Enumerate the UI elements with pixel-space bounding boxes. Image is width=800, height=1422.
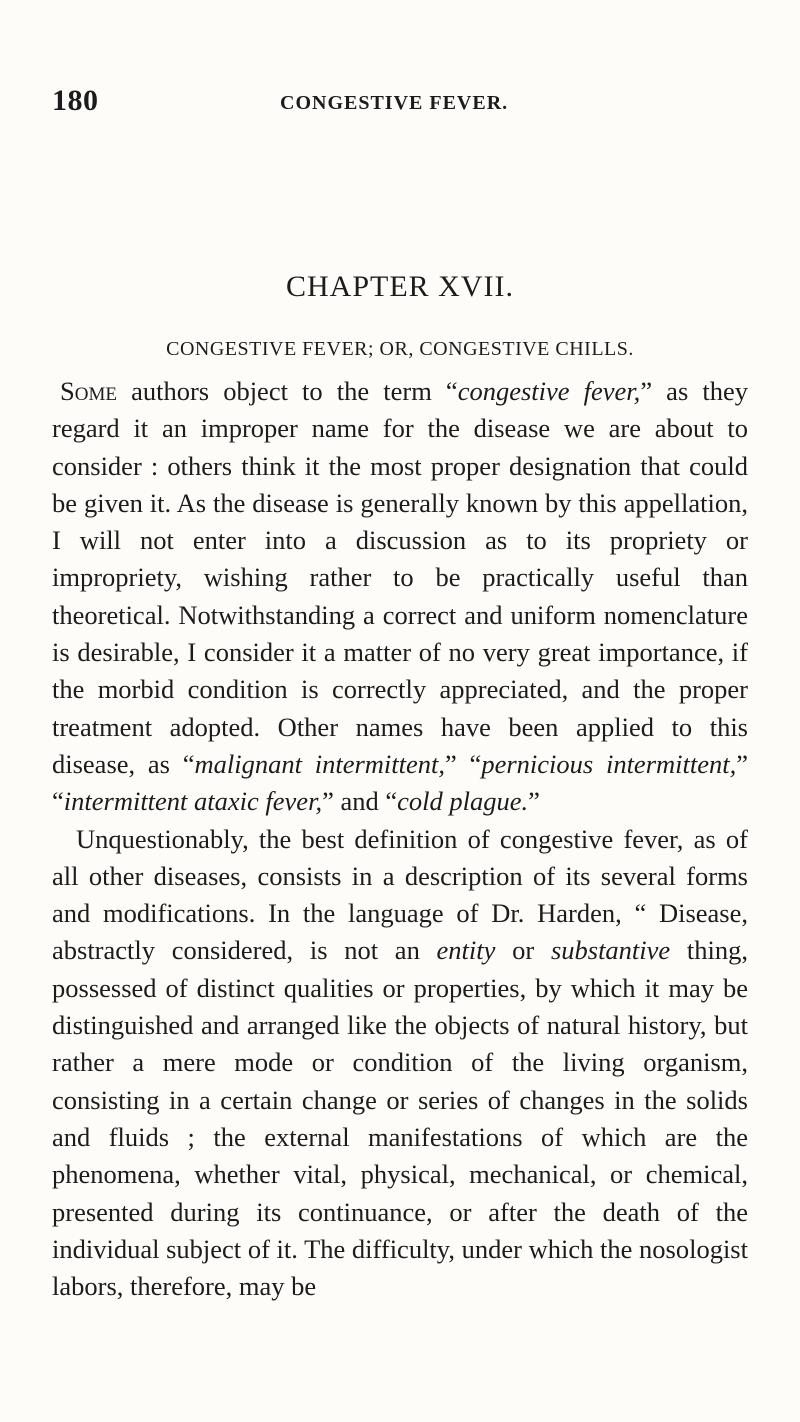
p1-italic-cold-plague: cold plague. (397, 786, 529, 817)
p1-text-6: ” (528, 786, 540, 817)
page-number: 180 (52, 84, 99, 117)
chapter-subtitle: CONGESTIVE FEVER; OR, CONGESTIVE CHILLS. (166, 338, 634, 360)
p2-italic-substantive: substantive (550, 935, 671, 966)
p1-italic-intermittent-ataxic-fever: intermittent ataxic fever, (63, 786, 323, 817)
lead-word: Some (60, 376, 117, 406)
p2-text-1: Unquestionably, the best definition of congestive fever, as of all other diseases, consists in a description of its several forms and modifications. In the language of Dr. Harden, “ Disease, abstractly considered, is not an (52, 823, 748, 966)
p1-text-1: authors object to the term “ (116, 376, 458, 406)
paragraph-1 (52, 373, 748, 821)
running-head (52, 84, 740, 124)
p1-text-5: ” and “ (322, 786, 398, 817)
p2-text-2: or (495, 935, 551, 966)
running-title: CONGESTIVE FEVER. (280, 92, 509, 114)
paragraph-2 (52, 821, 748, 1306)
p2-italic-entity: entity (436, 935, 496, 966)
p1-italic-congestive-fever: congestive fever, (457, 376, 641, 406)
p1-text-2: ” as they regard it an improper name for the disease we are about to consider : others think it the most proper designation that could be given it. As the disease is generally known by this appellation, I will not enter into a discussion as to its propriety or impropriety, wishing rather to be practically useful than theoretical. Notwithstanding a correct and uniform nomenclature is desirable, I consider it a matter of no very great importance, if the morbid condition is correctly appreciated, and the proper treatment adopted. Other names have been applied to this disease, as “ (52, 376, 748, 779)
p1-text-3: ” “ (445, 748, 482, 779)
body-text (52, 373, 748, 1305)
p1-italic-pernicious-intermittent: pernicious intermittent, (481, 748, 737, 779)
p2-text-3: thing, possessed of distinct qualities or properties, by which it may be distinguished and arranged like the objects of natural history, but rather a mere mode or condition of the living organism, consisting in a certain change or series of changes in the solids and fluids ; the external manifestations of which are the phenomena, whether vital, physical, mechanical, or chemical, presented during its continuance, or after the death of the individual subject of it. The difficulty, under which the nosologist labors, therefore, may be (52, 935, 749, 1302)
chapter-heading: CHAPTER XVII. (286, 270, 514, 303)
p1-italic-malignant-intermittent: malignant intermittent, (194, 748, 446, 779)
p1-text-4: ” “ (52, 748, 749, 817)
